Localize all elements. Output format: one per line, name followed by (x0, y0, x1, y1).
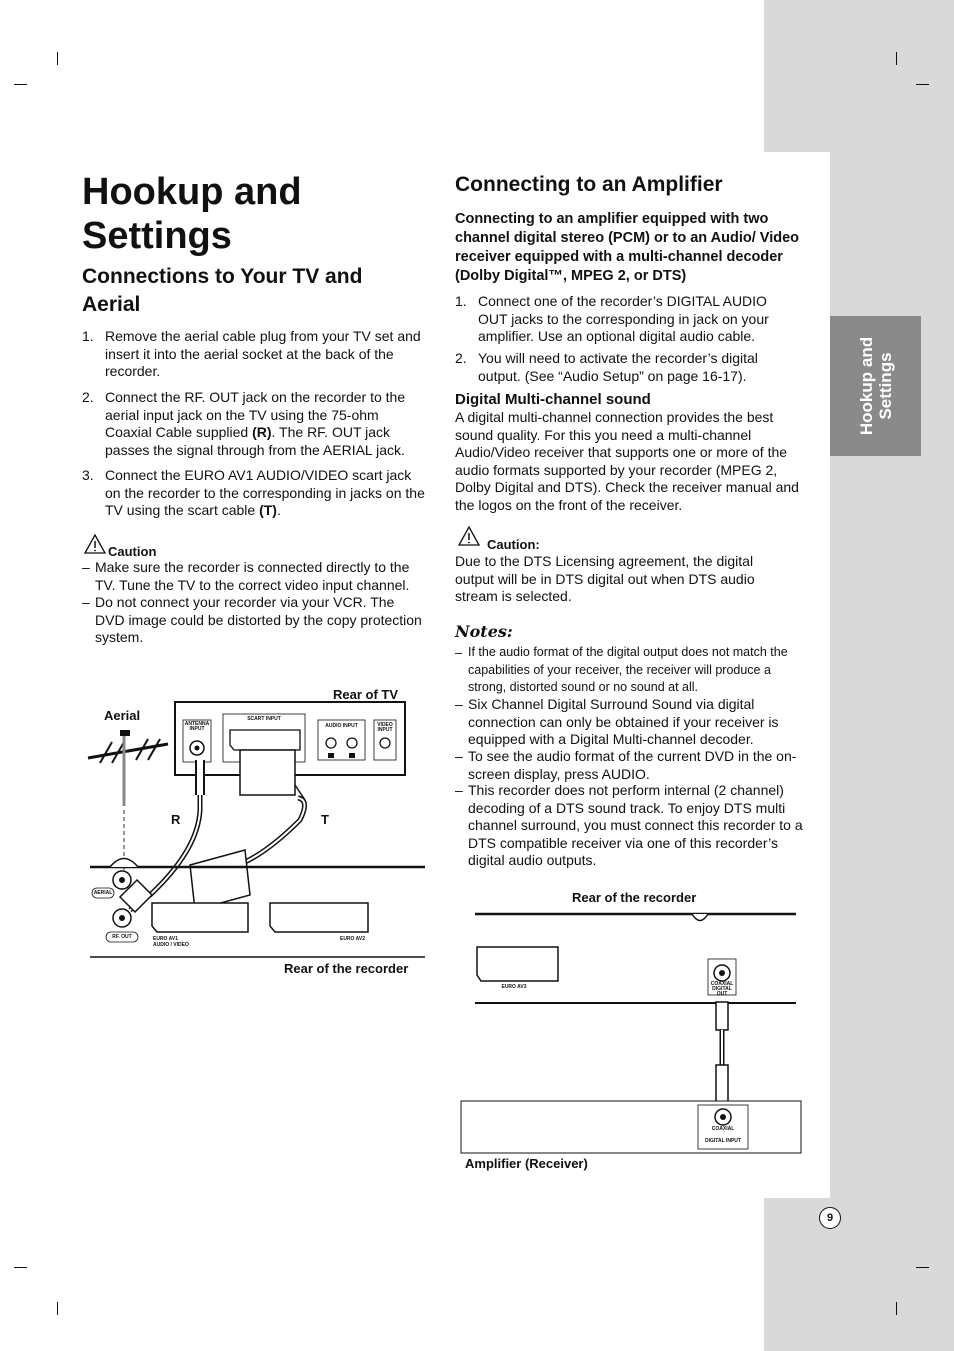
side-panel-top (764, 0, 954, 152)
list-item (82, 389, 425, 461)
cable-r-label: R (171, 812, 181, 827)
aerial-jack-label: AERIAL (93, 890, 113, 896)
dash: – (455, 748, 463, 764)
note-text: Six Channel Digital Surround Sound via digital connection can only be obtained if your receiver is equipped with a Digital Multi-channel decoder. (468, 696, 779, 747)
dash: – (455, 645, 463, 660)
step-text: You will need to activate the recorder’s digital output. (See “Audio Setup” on page 16-17). (478, 350, 758, 384)
video-jack (380, 738, 390, 748)
caution-item (82, 559, 427, 595)
section-heading-amplifier: Connecting to an Amplifier (455, 173, 723, 196)
amplifier-label: Amplifier (Receiver) (465, 1156, 588, 1171)
note-item (455, 748, 803, 783)
euro-av1-port (152, 903, 248, 932)
coaxial-out-label: COAXIAL DIGITAL OUT (710, 981, 734, 997)
section-tab (830, 316, 921, 456)
list-item (455, 350, 800, 386)
tv-recorder-diagram (90, 700, 430, 960)
step-text: Remove the aerial cable plug from your TV set and insert it into the aerial socket at the back of the recorder. (105, 328, 421, 379)
caution-title-right: Caution: (487, 537, 540, 552)
crop-mark (896, 1302, 897, 1315)
digital-sound-heading: Digital Multi-channel sound (455, 391, 651, 408)
euro-av2-label: EURO AV2 (340, 936, 366, 942)
step-text-part: Connect the RF. OUT jack on the recorder to the aerial input jack on the TV using the 75-ohm Coaxial Cable supplied (105, 389, 406, 440)
euro-av3-label: EURO AV3 (501, 984, 527, 990)
audio-video-label: AUDIO / VIDEO (153, 942, 189, 948)
page-title (82, 170, 302, 258)
step-text-part: Connect the EURO AV1 AUDIO/VIDEO scart jack on the recorder to the corresponding in jacks on the TV using the scart cable (105, 467, 425, 518)
crop-mark (896, 52, 897, 65)
amplifier-diagram (460, 905, 805, 1155)
step-text (105, 389, 425, 459)
note-item (455, 696, 803, 748)
page-title-line1: Hookup and (82, 171, 302, 213)
audio-input-label: AUDIO INPUT (325, 723, 358, 729)
cable-t-label: T (321, 812, 329, 827)
warning-icon (84, 534, 106, 554)
rf-out-label: RF. OUT (112, 934, 132, 940)
page-title-line2: Settings (82, 215, 232, 257)
caution-title: Caution (108, 544, 157, 559)
digital-input-label: DIGITAL INPUT (705, 1138, 741, 1144)
caution-text: Make sure the recorder is connected directly to the TV. Tune the TV to the correct video input channel. (95, 559, 410, 593)
crop-mark (14, 1267, 27, 1268)
note-item (455, 644, 803, 696)
digital-sound-text: A digital multi-channel connection provides the best sound quality. For this you need a multi-channel Audio/Video receiver that supports one or more of the audio formats supported by your recorder (MPEG 2, Dolby Digital and DTS). Check the receiver manual and the logos on the front of the receiver. (455, 409, 799, 513)
coaxial-label: COAXIAL (711, 1126, 735, 1132)
dash: – (455, 696, 463, 712)
euro-av2-port (270, 903, 368, 932)
cable-plug-bottom (716, 1065, 728, 1103)
step-number: 2. (82, 389, 94, 405)
rear-of-tv-label: Rear of TV (333, 687, 399, 702)
audio-jack-right (347, 738, 357, 748)
note-item (455, 782, 803, 870)
list-item (455, 293, 800, 347)
warning-icon (458, 526, 480, 546)
euro-av3-port (477, 947, 558, 981)
caution-text-right: Due to the DTS Licensing agreement, the digital output will be in DTS digital out when DTS audio stream is selected. (455, 553, 755, 604)
rear-of-recorder-label: Rear of the recorder (284, 961, 409, 976)
amplifier-subheading: Connecting to an amplifier equipped with two channel digital stereo (PCM) or to an Audio/ Video receiver equipped with a multi-channel decoder (Dolby Digital™, MPEG 2, or DTS) (455, 211, 799, 284)
step-number: 1. (455, 293, 467, 309)
section-heading-tv (82, 263, 362, 319)
rear-of-recorder-label-2: Rear of the recorder (572, 890, 697, 905)
step-text-bold: (R) (252, 424, 272, 440)
note-text: To see the audio format of the current DVD in the on-screen display, press AUDIO. (468, 748, 797, 782)
step-text-bold: (T) (259, 502, 277, 518)
crop-mark (57, 52, 58, 65)
dash: – (455, 782, 463, 798)
dash: – (82, 594, 90, 610)
crop-mark (57, 1302, 58, 1315)
dash: – (82, 559, 90, 575)
crop-mark (14, 84, 27, 85)
caution-item (82, 594, 427, 648)
note-text: This recorder does not perform internal (2 channel) decoding of a DTS sound track. To enjoy DTS multi channel surround, you must connect this recorder to a DTS compatible receiver via one of this recorder’s digital audio outputs. (468, 782, 803, 868)
side-panel-bottom (764, 1198, 954, 1351)
step-text-part: . The RF. OUT jack passes the signal through from the AERIAL jack. (105, 424, 405, 458)
video-input-label: VIDEO INPUT (377, 722, 393, 733)
aerial-label: Aerial (104, 708, 141, 723)
scart-input-label: SCART INPUT (247, 716, 281, 722)
antenna-input-label: ANTENNA INPUT (184, 721, 210, 732)
page-number: 9 (819, 1207, 841, 1229)
cable-plug-top (716, 1002, 728, 1030)
step-number: 3. (82, 467, 94, 483)
step-text-part: . (276, 502, 281, 518)
side-panel (830, 152, 954, 1198)
note-text: If the audio format of the digital output does not match the capabilities of your receiver, the receiver will produce a strong, distorted sound or no sound at all. (468, 645, 788, 694)
step-text (105, 467, 425, 520)
section-heading-line1: Connections to Your TV and (82, 265, 363, 288)
section-heading-line2: Aerial (82, 293, 141, 316)
audio-jack-left (326, 738, 336, 748)
crop-mark (916, 84, 929, 85)
step-number: 2. (455, 350, 467, 366)
list-item (82, 328, 425, 383)
euro-av1-label: EURO AV1 (153, 936, 179, 942)
notes-title: Notes: (455, 622, 513, 641)
step-text: Connect one of the recorder’s DIGITAL AUDIO OUT jacks to the corresponding in jack on your amplifier. Use an optional digital audio cable. (478, 293, 769, 344)
amplifier-box (461, 1101, 801, 1153)
section-tab-line2: Settings (875, 352, 895, 420)
tv-scart-port (230, 730, 300, 750)
step-number: 1. (82, 328, 94, 344)
caution-text: Do not connect your recorder via your VCR. The DVD image could be distorted by the copy protection system. (95, 594, 422, 645)
crop-mark (916, 1267, 929, 1268)
list-item (82, 467, 425, 522)
section-tab-line1: Hookup and (856, 336, 876, 436)
